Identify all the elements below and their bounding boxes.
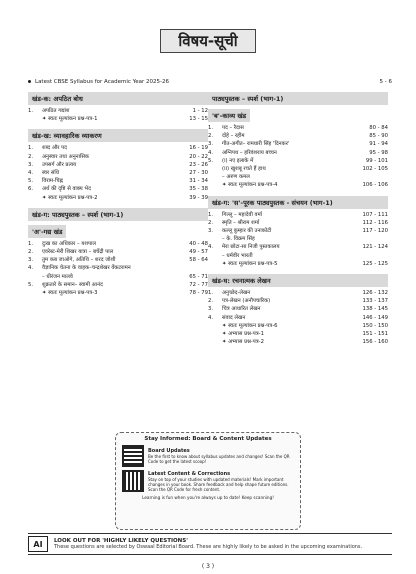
toc-number: 3.: [28, 257, 34, 264]
toc-row[interactable]: [208, 243, 388, 251]
toc-row[interactable]: [28, 144, 208, 152]
toc-number: 1.: [208, 211, 214, 218]
toc-number: 3.: [208, 228, 214, 235]
toc-title: स्वर संधि: [42, 170, 60, 177]
toc-title: ✦ स्वतः मूल्यांकन प्रश्न-पत्र-6: [222, 322, 278, 329]
toc-number: 4.: [208, 244, 214, 251]
toc-title: (ii) खुशबू रचते हैं हाथ: [222, 166, 266, 173]
toc-pages: 35 - 38: [189, 186, 208, 193]
toc-pages: 117 - 120: [362, 228, 388, 235]
toc-number: 1.: [28, 108, 34, 114]
updates-header: Stay Informed: Board & Content Updates: [144, 436, 272, 442]
kavya-list: [208, 124, 388, 190]
toc-pages: 125 - 125: [362, 260, 388, 267]
toc-number: 2.: [28, 153, 34, 160]
toc-pages: 106 - 106: [362, 182, 388, 189]
toc-pages: 99 - 101: [365, 157, 388, 164]
toc-pages: 156 - 160: [362, 339, 388, 346]
content-updates-text: Stay on top of your studies with updated materials! Mark important changes in your book. Share feedback and help shape future editions. Scan the QR Code for fresh content.: [148, 476, 289, 492]
toc-title: ✦ अभ्यास प्रश्न-पत्र-2: [222, 339, 264, 346]
toc-pages: 151 - 151: [362, 331, 388, 338]
toc-number: 1.: [208, 290, 214, 297]
toc-title: ✦ स्वतः मूल्यांकन प्रश्न-पत्र-5: [222, 260, 278, 267]
toc-pages: 80 - 84: [369, 125, 388, 131]
toc-row[interactable]: [208, 305, 388, 313]
board-updates-text: Be the first to know about syllabus updates and changes! Scan the QR Code to get the latest scoop!: [148, 454, 290, 464]
toc-title: ✦ स्वतः मूल्यांकन प्रश्न-पत्र-2: [42, 194, 98, 201]
toc-row[interactable]: [208, 219, 388, 227]
content-updates-block: [122, 470, 294, 492]
toc-number: 2.: [208, 133, 214, 140]
content-updates-title: Latest Content & Corrections: [148, 470, 231, 477]
toc-pages: [174, 264, 208, 272]
toc-pages: 102 - 105: [362, 166, 388, 173]
toc-title: गिल्लू – महादेवी वर्मा: [222, 211, 263, 218]
toc-row[interactable]: [28, 240, 208, 248]
sanchayan-heading: खंड-ग: 'स'-पूरक पाठ्यपुस्तक - संचयन (भाग-1): [208, 196, 388, 209]
section-kh-heading: खंड-ख: व्यावहारिक व्याकरण: [28, 129, 208, 142]
toc-title: शुक्रतारे के समान– स्वामी आनंद: [42, 281, 103, 288]
toc-row[interactable]: [208, 322, 388, 330]
toc-pages: 121 - 124: [362, 244, 388, 251]
toc-pages: [354, 235, 388, 243]
toc-number: [208, 235, 222, 243]
toc-pages: 91 - 94: [369, 141, 388, 148]
toc-row[interactable]: [208, 235, 388, 243]
toc-row[interactable]: [208, 338, 388, 346]
toc-title: कल्लू कुम्हार की उनाकोटी: [222, 228, 272, 235]
toc-title: वैज्ञानिक चेतना के वाहक–चन्द्रशेखर वेंकटरामन: [42, 265, 131, 272]
toc-pages: 126 - 132: [362, 290, 388, 297]
toc-title: ✦ अभ्यास प्रश्न-पत्र-1: [222, 331, 264, 338]
toc-number: [208, 330, 222, 338]
toc-number: [208, 173, 222, 181]
toc-number: 5.: [208, 157, 214, 164]
toc-pages: 39 - 39: [189, 194, 208, 201]
toc-title: पत्र-लेखन (अनौपचारिक): [222, 298, 271, 305]
section-g-heading: खंड-ग: पाठ्यपुस्तक – स्पर्श (भाग-1): [28, 208, 208, 221]
toc-title: – धर्मवीर भारती: [222, 252, 253, 259]
toc-pages: 23 - 26: [189, 161, 208, 168]
toc-number: 4.: [208, 314, 214, 321]
toc-row[interactable]: [28, 169, 208, 177]
section-gh-heading: खंड-घ: रचनात्मक लेखन: [208, 274, 388, 287]
toc-row[interactable]: [208, 173, 388, 181]
toc-row[interactable]: [208, 330, 388, 338]
toc-row[interactable]: [28, 153, 208, 161]
qr-code-icon[interactable]: [122, 470, 144, 492]
toc-number: [208, 252, 222, 260]
toc-pages: 107 - 111: [362, 211, 388, 218]
toc-title: मेरा छोटा-सा निजी पुस्तकालय: [222, 244, 280, 251]
toc-row[interactable]: [28, 177, 208, 185]
toc-title: संवाद लेखन: [222, 314, 246, 321]
toc-pages: 112 - 116: [362, 219, 388, 226]
toc-number: [208, 165, 222, 173]
syllabus-label: Latest CBSE Syllabus for Academic Year 2025-26: [35, 79, 170, 85]
toc-row[interactable]: [208, 181, 388, 189]
toc-number: 2.: [28, 249, 34, 256]
kavya-khand-heading: 'ब'-काव्य खंड: [208, 109, 250, 122]
toc-pages: 95 - 98: [369, 149, 388, 156]
page-number: ( 3 ): [201, 563, 215, 570]
toc-title: स्मृति – श्रीराम शर्मा: [222, 219, 260, 226]
toc-title: अग्निपथ – हरिवंशराय बच्चन: [222, 149, 277, 156]
toc-row[interactable]: [28, 248, 208, 256]
left-column: [28, 92, 208, 297]
toc-pages: 40 - 48: [189, 240, 208, 247]
toc-number: 5.: [28, 178, 34, 185]
toc-number: 1.: [208, 125, 214, 131]
toc-title: चित्र आधारित लेखन: [222, 306, 261, 313]
section-k-list: [28, 107, 208, 123]
toc-title: अनुस्वार तथा अनुनासिक: [42, 153, 89, 160]
toc-row[interactable]: [208, 260, 388, 268]
toc-row[interactable]: [208, 314, 388, 322]
toc-row[interactable]: [28, 289, 208, 297]
highly-likely-note: [28, 533, 392, 555]
qr-code-icon[interactable]: [122, 445, 144, 467]
toc-title: गीत-अगीत– रामधारी सिंह 'दिनकर': [222, 141, 290, 148]
toc-title: विराम-चिह्न: [42, 178, 63, 185]
toc-number: [28, 289, 42, 297]
toc-row[interactable]: [208, 124, 388, 132]
toc-number: 3.: [208, 306, 214, 313]
right-column: [208, 92, 388, 346]
toc-row[interactable]: [28, 194, 208, 202]
board-updates-title: Board Updates: [148, 448, 190, 454]
gadya-khand-heading: 'अ'-गद्य खंड: [28, 225, 66, 238]
toc-pages: [354, 252, 388, 260]
page-title-box: [160, 29, 256, 53]
bullet-icon: [28, 80, 31, 83]
toc-number: 2.: [208, 298, 214, 305]
toc-pages: 1 - 12: [192, 108, 208, 114]
toc-title: एवरेस्ट-मेरी शिखर यात्रा – बचेंद्री पाल: [42, 249, 114, 256]
toc-row[interactable]: [208, 252, 388, 260]
toc-title: – के. विक्रम सिंह: [222, 236, 255, 243]
toc-row[interactable]: [28, 115, 208, 123]
toc-row[interactable]: [208, 289, 388, 297]
toc-row[interactable]: [208, 297, 388, 305]
board-updates-block: [122, 445, 294, 467]
toc-number: 5.: [28, 281, 34, 288]
toc-row[interactable]: [28, 107, 208, 115]
toc-title: (i) नए इलाके में: [222, 157, 254, 164]
toc-pages: 65 - 71: [189, 273, 208, 280]
toc-title: दुःख का अधिकार – यशपाल: [42, 240, 96, 247]
toc-number: [208, 322, 222, 330]
toc-title: उपसर्ग और प्रत्यय: [42, 161, 77, 168]
toc-pages: 78 - 79: [189, 290, 208, 297]
toc-row[interactable]: [208, 211, 388, 219]
toc-title: ✦ स्वतः मूल्यांकन प्रश्न-पत्र-3: [42, 290, 98, 297]
toc-pages: 13 - 15: [189, 116, 208, 123]
updates-box: [115, 432, 301, 530]
toc-row[interactable]: [28, 281, 208, 289]
toc-number: [208, 338, 222, 346]
toc-title: – धीरंजन मालवे: [42, 273, 73, 280]
toc-title: पद – रैदास: [222, 125, 244, 131]
toc-number: 2.: [208, 219, 214, 226]
ai-badge-icon: AI: [28, 536, 48, 552]
sparsh-heading: पाठ्यपुस्तक – स्पर्श (भाग-1): [208, 92, 388, 105]
toc-title: शब्द और पद: [42, 145, 67, 152]
toc-title: तुम कब जाओगे, अतिथि – शरद जोशी: [42, 257, 116, 264]
section-k-heading: खंड-क: अपठित बोध: [28, 92, 208, 105]
toc-number: [208, 181, 222, 189]
toc-pages: 150 - 150: [362, 322, 388, 329]
toc-pages: 138 - 145: [362, 306, 388, 313]
toc-title: दोहे – रहीम: [222, 133, 245, 140]
sanchayan-list: [208, 211, 388, 268]
updates-footer: Learning is fun when you're always up to date! Keep scanning!: [142, 495, 274, 500]
toc-number: [208, 260, 222, 268]
toc-number: 3.: [28, 161, 34, 168]
toc-pages: 20 - 22: [189, 153, 208, 160]
toc-number: [28, 115, 42, 123]
toc-row[interactable]: [208, 165, 388, 173]
section-kh-list: [28, 144, 208, 201]
toc-number: 4.: [28, 265, 34, 272]
toc-row[interactable]: [28, 185, 208, 193]
page-title: विषय-सूची: [178, 32, 238, 50]
toc-number: 4.: [28, 170, 34, 177]
toc-row[interactable]: [28, 273, 208, 281]
toc-pages: [354, 173, 388, 181]
syllabus-row[interactable]: [28, 79, 392, 85]
toc-number: [28, 273, 42, 281]
toc-title: – अरुण कमल: [222, 174, 250, 181]
toc-pages: 27 - 30: [189, 170, 208, 177]
toc-number: 3.: [208, 141, 214, 148]
toc-row[interactable]: [28, 256, 208, 264]
toc-row[interactable]: [208, 157, 388, 165]
toc-row[interactable]: [208, 149, 388, 157]
toc-pages: 72 - 77: [189, 281, 208, 288]
toc-pages: 146 - 149: [362, 314, 388, 321]
section-g-list: [28, 240, 208, 297]
toc-row[interactable]: [208, 132, 388, 140]
toc-number: 6.: [28, 186, 34, 193]
toc-title: अपठित गद्यांश: [42, 108, 70, 114]
toc-pages: 58 - 64: [189, 257, 208, 264]
toc-title: अर्थ की दृष्टि से वाक्य भेद: [42, 186, 91, 193]
toc-number: [28, 194, 42, 202]
toc-number: 4.: [208, 149, 214, 156]
toc-pages: 49 - 57: [189, 249, 208, 256]
toc-row[interactable]: [208, 227, 388, 235]
toc-row[interactable]: [28, 161, 208, 169]
syllabus-pages: 5 - 6: [379, 79, 392, 85]
toc-title: ✦ स्वतः मूल्यांकन प्रश्न-पत्र-1: [42, 116, 98, 123]
toc-pages: 31 - 34: [189, 178, 208, 185]
toc-pages: 85 - 90: [369, 133, 388, 140]
toc-number: 1.: [28, 240, 34, 247]
section-gh-list: [208, 289, 388, 346]
toc-pages: 16 - 19: [189, 145, 208, 152]
note-title: LOOK OUT FOR 'HIGHLY LIKELY QUESTIONS': [54, 538, 188, 544]
toc-title: ✦ स्वतः मूल्यांकन प्रश्न-पत्र-4: [222, 182, 278, 189]
toc-number: 1.: [28, 145, 34, 152]
toc-row[interactable]: [208, 140, 388, 148]
toc-title: अनुच्छेद-लेखन: [222, 290, 251, 297]
toc-pages: 133 - 137: [362, 298, 388, 305]
toc-row[interactable]: [28, 264, 208, 272]
note-text: These questions are selected by Oswaal Editorial Board. These are highly likely to be asked in the upcoming examinations.: [54, 544, 363, 550]
